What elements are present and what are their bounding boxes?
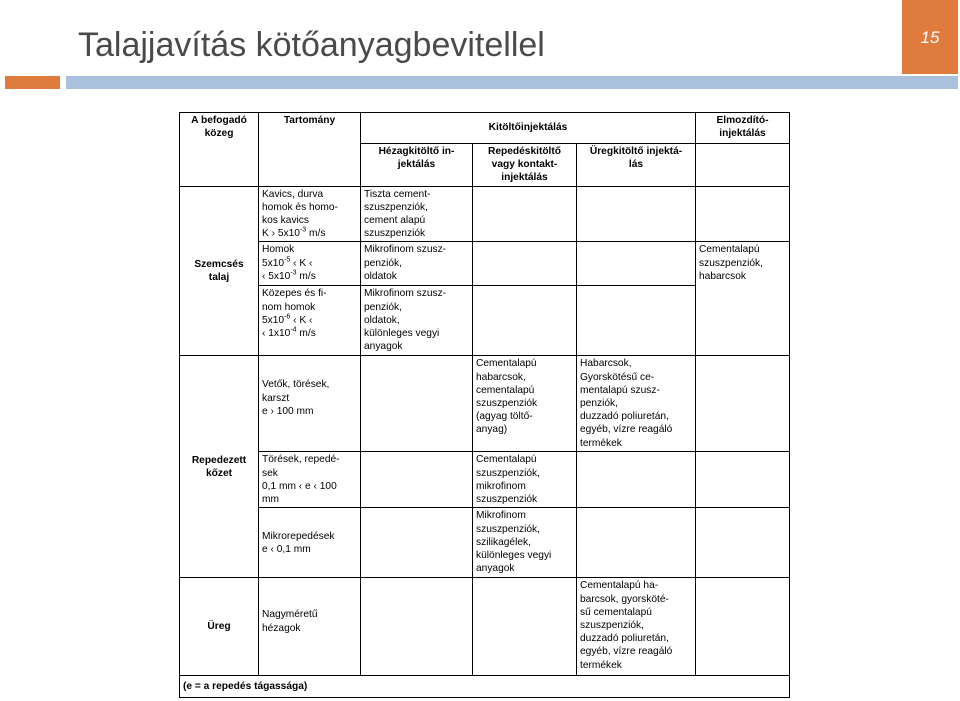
accent-bar-orange	[5, 76, 60, 89]
injection-table	[179, 112, 790, 698]
cell-fine-cavity	[577, 286, 696, 356]
header-empty	[696, 144, 790, 187]
cell-fine-crack	[473, 286, 577, 356]
range-faults: Vetők, törések, karszt e › 100 mm	[259, 356, 361, 452]
cell-fine-pore: Mikrofinom szusz- penziók, oldatok, különleges vegyi anyagok	[361, 286, 473, 356]
cell-voids-cavity: Cementalapú ha- barcsok, gyorsköté- sű cementalapú szuszpenziók, duzzadó poliuretán, egyéb, vízre reagáló termékek	[577, 578, 696, 676]
cell-micro-pore	[361, 508, 473, 578]
table-footnote: (e = a repedés tágassága)	[180, 676, 790, 698]
page-number: 15	[920, 28, 940, 47]
range-microcracks: Mikrorepedések e ‹ 0,1 mm	[259, 508, 361, 578]
medium-cavity: Üreg	[180, 578, 259, 676]
cell-micro-displacement	[696, 508, 790, 578]
range-fine-sand: Közepes és fi- nom homok $5x10^{-6}$ ‹ K ‹ ‹ $1x10^{-4}$ m/s	[259, 286, 361, 356]
cell-sand-crack	[473, 242, 577, 286]
cell-micro-cavity	[577, 508, 696, 578]
cell-fractures-crack: Cementalapú szuszpenziók, mikrofinom szuszpenziók	[473, 452, 577, 508]
page-number-badge	[902, 0, 958, 74]
cell-sand-displacement: Cementalapú szuszpenziók, habarcsok	[696, 242, 790, 356]
cell-gravel-pore: Tiszta cement- szuszpenziók, cement alapú szuszpenziók	[361, 186, 473, 242]
medium-fractured: Repedezett kőzet	[180, 356, 259, 578]
cell-sand-cavity	[577, 242, 696, 286]
header-range: Tartomány	[259, 113, 361, 187]
cell-sand-pore: Mikrofinom szusz- penziók, oldatok	[361, 242, 473, 286]
cell-faults-cavity: Habarcsok, Gyorskötésű ce- mentalapú szusz- penziók, duzzadó poliuretán, egyéb, vízre reagáló termékek	[577, 356, 696, 452]
header-medium: A befogadó közeg	[180, 113, 259, 187]
header-crack-injection: Repedéskitöltő vagy kontakt- injektálás	[473, 144, 577, 187]
slide-title: Talajjavítás kötőanyagbevitellel	[78, 26, 545, 64]
range-fractures: Törések, repedé- sek 0,1 mm ‹ e ‹ 100 mm	[259, 452, 361, 508]
cell-gravel-displacement	[696, 186, 790, 242]
medium-granular: Szemcsés talaj	[180, 186, 259, 356]
cell-faults-crack: Cementalapú habarcsok, cementalapú szuszpenziók (agyag töltő- anyag)	[473, 356, 577, 452]
cell-voids-pore	[361, 578, 473, 676]
range-sand: Homok $5x10^{-5}$ ‹ K ‹ ‹ $5x10^{-3}$ m/s	[259, 242, 361, 286]
cell-gravel-cavity	[577, 186, 696, 242]
cell-gravel-crack	[473, 186, 577, 242]
cell-voids-displacement	[696, 578, 790, 676]
cell-fractures-displacement	[696, 452, 790, 508]
cell-faults-pore	[361, 356, 473, 452]
header-cavity-injection: Üregkitöltő injektá- lás	[577, 144, 696, 187]
cell-voids-crack	[473, 578, 577, 676]
cell-fractures-pore	[361, 452, 473, 508]
cell-fractures-cavity	[577, 452, 696, 508]
header-filler-injection: Kitöltőinjektálás	[361, 113, 696, 144]
cell-faults-displacement	[696, 356, 790, 452]
header-pore-injection: Hézagkitöltő in- jektálás	[361, 144, 473, 187]
accent-bar-blue	[66, 76, 958, 89]
range-voids: Nagyméretű hézagok	[259, 578, 361, 676]
cell-micro-crack: Mikrofinom szuszpenziók, szilikagélek, különleges vegyi anyagok	[473, 508, 577, 578]
header-displacement-injection: Elmozdító- injektálás	[696, 113, 790, 144]
range-gravel: Kavics, durva homok és homo- kos kavics K › $5x10^{-3}$ m/s	[259, 186, 361, 242]
